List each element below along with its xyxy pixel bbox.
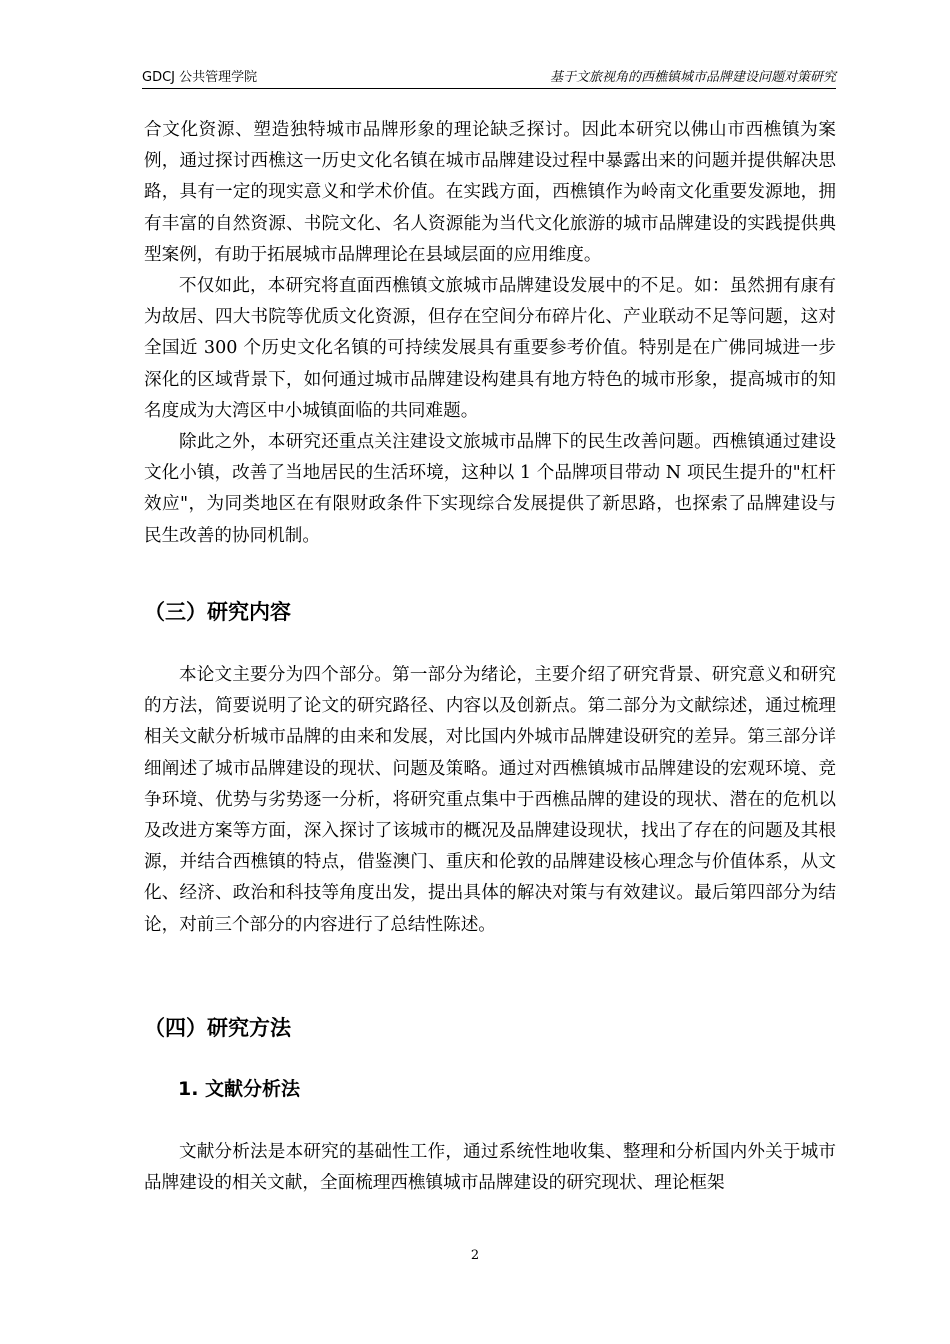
paragraph-significance-continued: 合文化资源、塑造独特城市品牌形象的理论缺乏探讨。因此本研究以佛山市西樵镇为案例，通过探讨西樵这一历史文化名镇在城市品牌建设过程中暴露出来的问题并提供解决思路，具有一定的现实意义和学术价值。在实践方面，西樵镇作为岭南文化重要发源地，拥有丰富的自然资源、书院文化、名人资源能为当代文化旅游的城市品牌建设的实践提供典型案例，有助于拓展城市品牌理论在县域层面的应用维度。	[144, 120, 836, 265]
page-header	[142, 64, 836, 89]
subsection-heading-literature-analysis: 1. 文献分析法	[178, 1078, 301, 1100]
section-heading-research-method: （四）研究方法	[144, 1016, 291, 1040]
page-number: 2	[470, 1248, 480, 1263]
paragraph-literature-analysis: 文献分析法是本研究的基础性工作，通过系统性地收集、整理和分析国内外关于城市品牌建设的相关文献，全面梳理西樵镇城市品牌建设的研究现状、理论框架	[144, 1142, 836, 1194]
header-paper-title: 基于文旅视角的西樵镇城市品牌建设问题对策研究	[549, 70, 836, 85]
section-heading-research-content: （三）研究内容	[144, 600, 291, 624]
header-institution: GDCJ 公共管理学院	[142, 70, 258, 85]
paragraph-shortcomings: 不仅如此，本研究将直面西樵镇文旅城市品牌建设发展中的不足。如：虽然拥有康有为故居、四大书院等优质文化资源，但存在空间分布碎片化、产业联动不足等问题，这对全国近 300 个历史文化名镇的可持续发展具有重要参考价值。特别是在广佛同城进一步深化的区域背景下，如何通过城市品牌建设构建具有地方特色的城市形象，提高城市的知名度成为大湾区中小城镇面临的共同难题。	[144, 276, 836, 421]
paragraph-research-content: 本论文主要分为四个部分。第一部分为绪论，主要介绍了研究背景、研究意义和研究的方法，简要说明了论文的研究路径、内容以及创新点。第二部分为文献综述，通过梳理相关文献分析城市品牌的由来和发展，对比国内外城市品牌建设研究的差异。第三部分详细阐述了城市品牌建设的现状、问题及策略。通过对西樵镇城市品牌建设的宏观环境、竞争环境、优势与劣势逐一分析，将研究重点集中于西樵品牌的建设的现状、潜在的危机以及改进方案等方面，深入探讨了该城市的概况及品牌建设现状，找出了存在的问题及其根源，并结合西樵镇的特点，借鉴澳门、重庆和伦敦的品牌建设核心理念与价值体系，从文化、经济、政治和科技等角度出发，提出具体的解决对策与有效建议。最后第四部分为结论，对前三个部分的内容进行了总结性陈述。	[144, 665, 836, 935]
paragraph-livelihood: 除此之外，本研究还重点关注建设文旅城市品牌下的民生改善问题。西樵镇通过建设文化小镇，改善了当地居民的生活环境，这种以 1 个品牌项目带动 N 项民生提升的"杠杆效应"，为同类地区在有限财政条件下实现综合发展提供了新思路，也探索了品牌建设与民生改善的协同机制。	[144, 432, 836, 546]
